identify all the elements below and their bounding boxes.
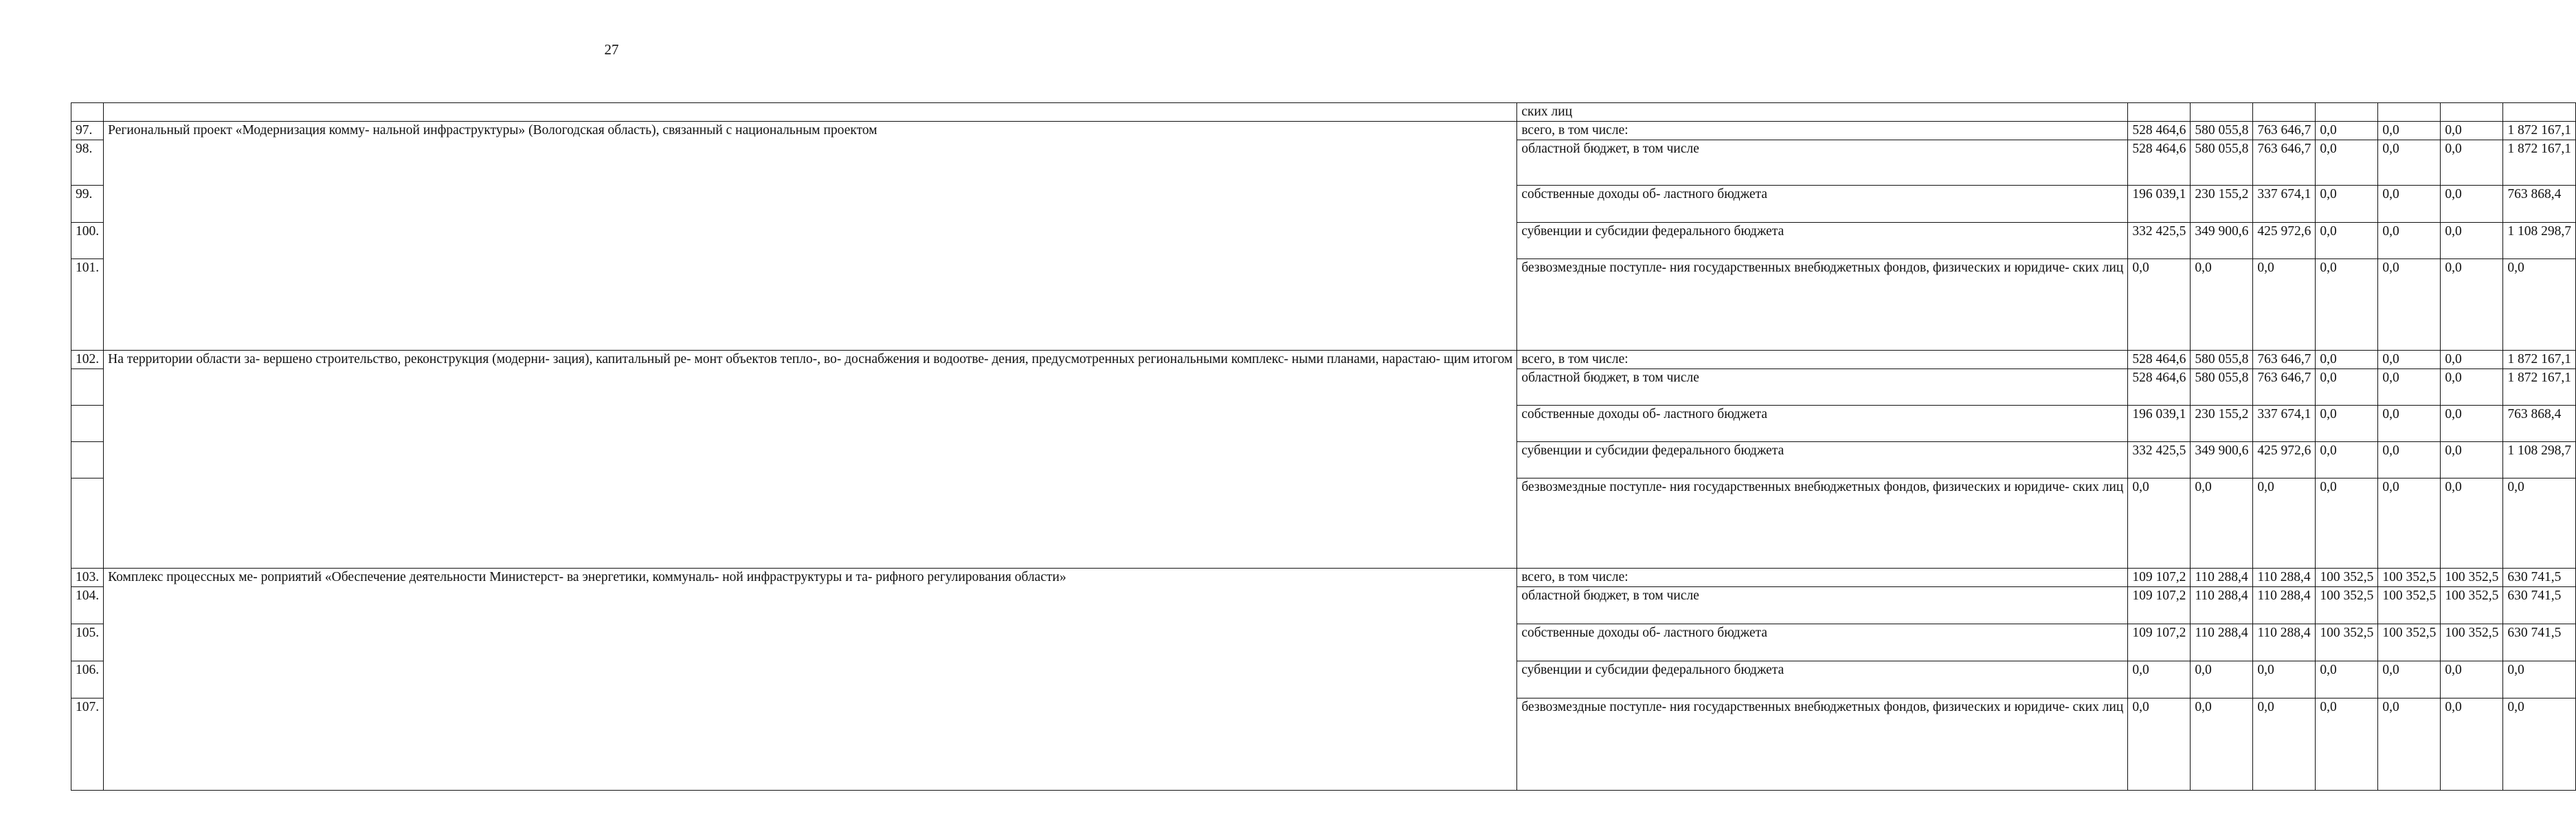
value-cell: 0,0 bbox=[2378, 698, 2441, 791]
value-cell: 0,0 bbox=[2441, 698, 2503, 791]
row-number: 106. bbox=[71, 661, 104, 698]
value-cell: 109 107,2 bbox=[2128, 624, 2191, 661]
value-cell: 0,0 bbox=[2441, 259, 2503, 351]
value-cell: 0,0 bbox=[2316, 259, 2378, 351]
value-cell: 0,0 bbox=[2441, 351, 2503, 369]
row-number bbox=[71, 103, 104, 122]
table-row bbox=[71, 103, 2576, 122]
row-number: 104. bbox=[71, 587, 104, 624]
value-cell: 580 055,8 bbox=[2191, 122, 2253, 140]
value-cell: 0,0 bbox=[2316, 661, 2378, 698]
value-cell: 230 155,2 bbox=[2191, 186, 2253, 223]
value-cell: 0,0 bbox=[2441, 442, 2503, 478]
value-cell: 100 352,5 bbox=[2378, 569, 2441, 587]
value-cell: 0,0 bbox=[2316, 351, 2378, 369]
value-cell: 0,0 bbox=[2128, 698, 2191, 791]
row-number bbox=[71, 406, 104, 442]
value-cell: 100 352,5 bbox=[2378, 587, 2441, 624]
value-cell: 0,0 bbox=[2378, 122, 2441, 140]
value-cell: 349 900,6 bbox=[2191, 223, 2253, 259]
row-number: 102. bbox=[71, 351, 104, 369]
row-number bbox=[71, 369, 104, 406]
value-cell: 110 288,4 bbox=[2191, 624, 2253, 661]
value-cell: 0,0 bbox=[2378, 223, 2441, 259]
value-cell: 528 464,6 bbox=[2128, 351, 2191, 369]
value-cell: 0,0 bbox=[2503, 698, 2576, 791]
value-cell: 763 646,7 bbox=[2253, 369, 2316, 406]
value-cell: 528 464,6 bbox=[2128, 122, 2191, 140]
value-cell: 332 425,5 bbox=[2128, 223, 2191, 259]
value-cell: 0,0 bbox=[2378, 186, 2441, 223]
funding-source: ских лиц bbox=[1517, 103, 2128, 122]
row-number: 99. bbox=[71, 186, 104, 223]
value-cell: 763 646,7 bbox=[2253, 140, 2316, 186]
value-cell: 0,0 bbox=[2441, 478, 2503, 569]
value-cell: 630 741,5 bbox=[2503, 569, 2576, 587]
value-cell: 1 872 167,1 bbox=[2503, 122, 2576, 140]
funding-source: безвозмездные поступле- ния государственных внебюджетных фондов, физических и юридиче- ских лиц bbox=[1517, 478, 2128, 569]
value-cell: 349 900,6 bbox=[2191, 442, 2253, 478]
value-cell: 0,0 bbox=[2441, 140, 2503, 186]
value-cell bbox=[2316, 103, 2378, 122]
row-number: 105. bbox=[71, 624, 104, 661]
row-number: 97. bbox=[71, 122, 104, 140]
value-cell: 1 872 167,1 bbox=[2503, 351, 2576, 369]
value-cell: 0,0 bbox=[2316, 223, 2378, 259]
value-cell: 528 464,6 bbox=[2128, 369, 2191, 406]
value-cell: 0,0 bbox=[2503, 661, 2576, 698]
value-cell: 0,0 bbox=[2378, 259, 2441, 351]
funding-source: всего, в том числе: bbox=[1517, 122, 2128, 140]
value-cell: 0,0 bbox=[2191, 478, 2253, 569]
value-cell bbox=[2503, 103, 2576, 122]
value-cell bbox=[2441, 103, 2503, 122]
row-description bbox=[104, 103, 1517, 122]
value-cell: 196 039,1 bbox=[2128, 186, 2191, 223]
value-cell: 0,0 bbox=[2378, 369, 2441, 406]
funding-source: собственные доходы об- ластного бюджета bbox=[1517, 186, 2128, 223]
value-cell: 425 972,6 bbox=[2253, 442, 2316, 478]
value-cell: 109 107,2 bbox=[2128, 587, 2191, 624]
page-number: 27 bbox=[604, 41, 619, 58]
value-cell: 100 352,5 bbox=[2316, 587, 2378, 624]
budget-table bbox=[71, 102, 2576, 791]
value-cell: 0,0 bbox=[2316, 442, 2378, 478]
value-cell: 100 352,5 bbox=[2316, 624, 2378, 661]
table-row bbox=[71, 569, 2576, 587]
value-cell: 630 741,5 bbox=[2503, 587, 2576, 624]
row-number: 98. bbox=[71, 140, 104, 186]
value-cell: 0,0 bbox=[2316, 406, 2378, 442]
value-cell: 0,0 bbox=[2378, 140, 2441, 186]
value-cell: 0,0 bbox=[2378, 351, 2441, 369]
value-cell: 0,0 bbox=[2128, 478, 2191, 569]
funding-source: областной бюджет, в том числе bbox=[1517, 587, 2128, 624]
value-cell: 763 646,7 bbox=[2253, 351, 2316, 369]
value-cell: 0,0 bbox=[2441, 369, 2503, 406]
value-cell: 0,0 bbox=[2316, 369, 2378, 406]
value-cell bbox=[2191, 103, 2253, 122]
row-number bbox=[71, 442, 104, 478]
value-cell: 110 288,4 bbox=[2253, 624, 2316, 661]
row-description: Региональный проект «Модернизация комму- нальной инфраструктуры» (Вологодская область), связанный с национальным проектом bbox=[104, 122, 1517, 351]
value-cell: 0,0 bbox=[2441, 186, 2503, 223]
value-cell: 0,0 bbox=[2316, 186, 2378, 223]
value-cell: 528 464,6 bbox=[2128, 140, 2191, 186]
value-cell: 0,0 bbox=[2378, 661, 2441, 698]
value-cell: 0,0 bbox=[2316, 122, 2378, 140]
funding-source: областной бюджет, в том числе bbox=[1517, 140, 2128, 186]
value-cell: 0,0 bbox=[2441, 661, 2503, 698]
funding-source: безвозмездные поступле- ния государственных внебюджетных фондов, физических и юридиче- ских лиц bbox=[1517, 259, 2128, 351]
value-cell: 1 108 298,7 bbox=[2503, 223, 2576, 259]
funding-source: всего, в том числе: bbox=[1517, 351, 2128, 369]
funding-source: всего, в том числе: bbox=[1517, 569, 2128, 587]
value-cell: 0,0 bbox=[2253, 478, 2316, 569]
funding-source: безвозмездные поступле- ния государственных внебюджетных фондов, физических и юридиче- ских лиц bbox=[1517, 698, 2128, 791]
value-cell: 0,0 bbox=[2378, 442, 2441, 478]
value-cell: 332 425,5 bbox=[2128, 442, 2191, 478]
funding-source: собственные доходы об- ластного бюджета bbox=[1517, 406, 2128, 442]
value-cell: 100 352,5 bbox=[2316, 569, 2378, 587]
row-number: 103. bbox=[71, 569, 104, 587]
row-description: Комплекс процессных ме- роприятий «Обеспечение деятельности Министерст- ва энергетики, коммуналь- ной инфраструктуры и та- рифного регулирования области» bbox=[104, 569, 1517, 791]
value-cell: 425 972,6 bbox=[2253, 223, 2316, 259]
value-cell bbox=[2253, 103, 2316, 122]
row-number bbox=[71, 478, 104, 569]
row-number: 107. bbox=[71, 698, 104, 791]
value-cell: 0,0 bbox=[2253, 698, 2316, 791]
value-cell: 0,0 bbox=[2378, 478, 2441, 569]
value-cell: 0,0 bbox=[2128, 259, 2191, 351]
value-cell: 0,0 bbox=[2441, 122, 2503, 140]
value-cell: 100 352,5 bbox=[2441, 569, 2503, 587]
row-number: 100. bbox=[71, 223, 104, 259]
value-cell: 110 288,4 bbox=[2253, 587, 2316, 624]
value-cell: 0,0 bbox=[2316, 478, 2378, 569]
row-description: На территории области за- вершено строительство, реконструкция (модерни- зация), капитальный ре- монт объектов тепло-, во- доснабжения и водоотве- дения, предусмотренных региональными комплекс- ными планами, нарастаю- щим итогом bbox=[104, 351, 1517, 569]
value-cell: 109 107,2 bbox=[2128, 569, 2191, 587]
value-cell: 0,0 bbox=[2191, 661, 2253, 698]
value-cell: 0,0 bbox=[2316, 698, 2378, 791]
value-cell: 0,0 bbox=[2503, 478, 2576, 569]
value-cell: 110 288,4 bbox=[2191, 587, 2253, 624]
value-cell: 110 288,4 bbox=[2253, 569, 2316, 587]
value-cell: 1 872 167,1 bbox=[2503, 369, 2576, 406]
value-cell bbox=[2128, 103, 2191, 122]
value-cell: 0,0 bbox=[2191, 259, 2253, 351]
row-number: 101. bbox=[71, 259, 104, 351]
value-cell: 580 055,8 bbox=[2191, 369, 2253, 406]
funding-source: субвенции и субсидии федерального бюджета bbox=[1517, 442, 2128, 478]
value-cell: 763 646,7 bbox=[2253, 122, 2316, 140]
value-cell: 100 352,5 bbox=[2378, 624, 2441, 661]
value-cell: 0,0 bbox=[2441, 223, 2503, 259]
funding-source: собственные доходы об- ластного бюджета bbox=[1517, 624, 2128, 661]
value-cell: 0,0 bbox=[2503, 259, 2576, 351]
value-cell: 196 039,1 bbox=[2128, 406, 2191, 442]
table-row bbox=[71, 351, 2576, 369]
funding-source: субвенции и субсидии федерального бюджета bbox=[1517, 661, 2128, 698]
value-cell: 763 868,4 bbox=[2503, 186, 2576, 223]
value-cell: 1 872 167,1 bbox=[2503, 140, 2576, 186]
value-cell: 110 288,4 bbox=[2191, 569, 2253, 587]
value-cell: 0,0 bbox=[2253, 259, 2316, 351]
value-cell: 630 741,5 bbox=[2503, 624, 2576, 661]
value-cell: 230 155,2 bbox=[2191, 406, 2253, 442]
value-cell: 0,0 bbox=[2128, 661, 2191, 698]
value-cell: 0,0 bbox=[2316, 140, 2378, 186]
value-cell: 337 674,1 bbox=[2253, 406, 2316, 442]
funding-source: субвенции и субсидии федерального бюджета bbox=[1517, 223, 2128, 259]
table-row bbox=[71, 122, 2576, 140]
funding-source: областной бюджет, в том числе bbox=[1517, 369, 2128, 406]
value-cell: 100 352,5 bbox=[2441, 624, 2503, 661]
value-cell: 0,0 bbox=[2441, 406, 2503, 442]
value-cell: 580 055,8 bbox=[2191, 351, 2253, 369]
value-cell: 0,0 bbox=[2378, 406, 2441, 442]
value-cell: 0,0 bbox=[2191, 698, 2253, 791]
value-cell: 100 352,5 bbox=[2441, 587, 2503, 624]
value-cell: 763 868,4 bbox=[2503, 406, 2576, 442]
value-cell bbox=[2378, 103, 2441, 122]
value-cell: 337 674,1 bbox=[2253, 186, 2316, 223]
value-cell: 580 055,8 bbox=[2191, 140, 2253, 186]
value-cell: 0,0 bbox=[2253, 661, 2316, 698]
value-cell: 1 108 298,7 bbox=[2503, 442, 2576, 478]
